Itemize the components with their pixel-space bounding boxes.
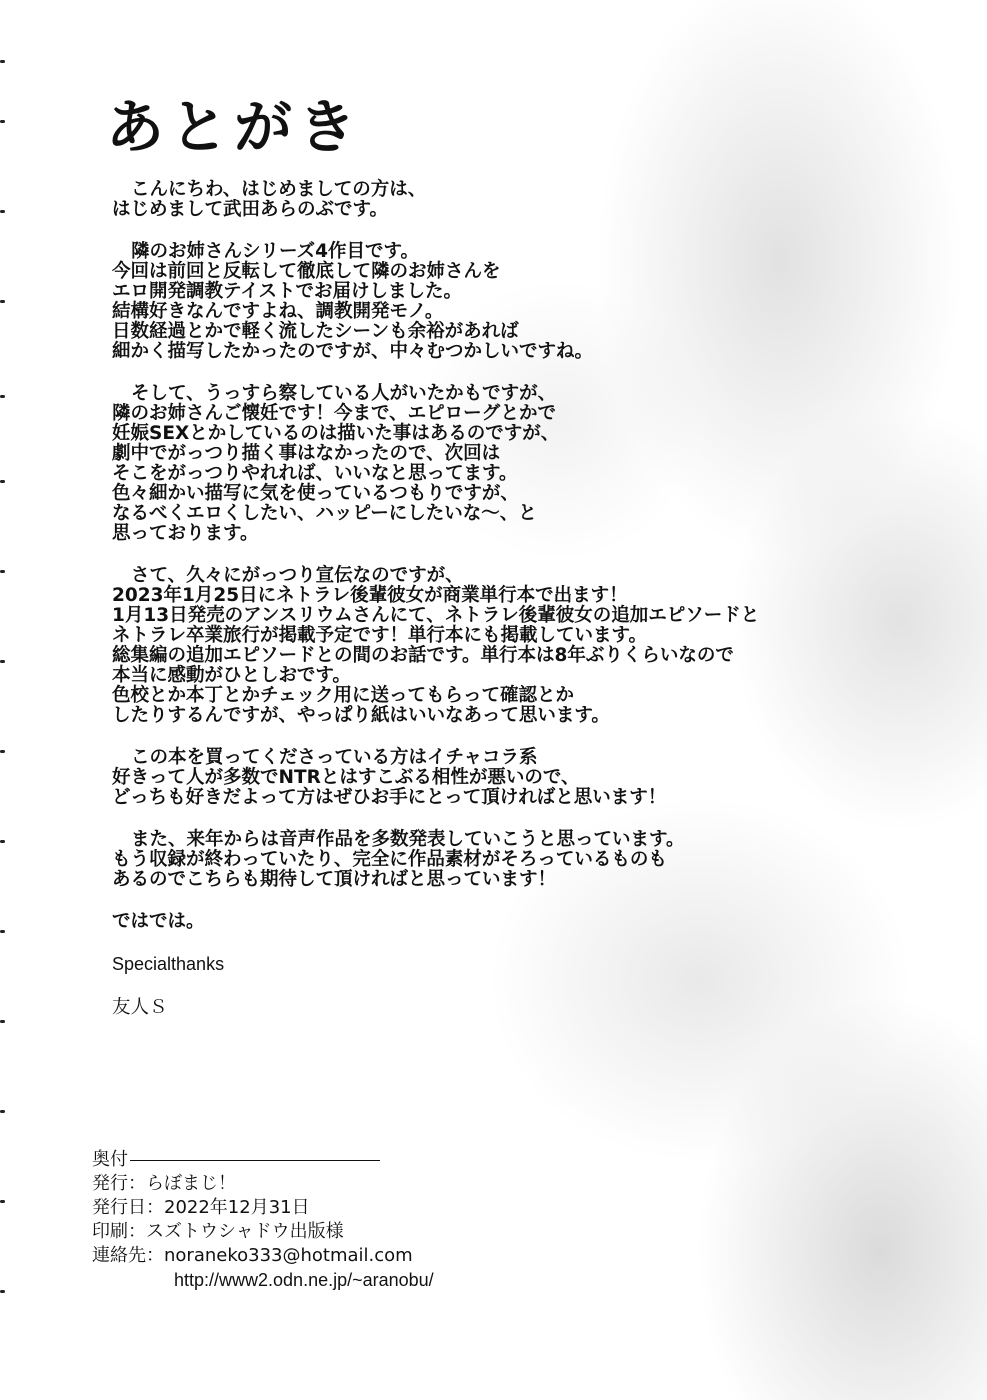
- page-title: あとがき: [106, 93, 363, 161]
- text-line: 日数経過とかで軽く流したシーンも余裕があれば: [112, 321, 519, 342]
- colophon-url: http://www2.odn.ne.jp/~aranobu/: [174, 1270, 434, 1290]
- text-line: そこをがっつりやれれば、いいなと思ってます。: [112, 463, 518, 484]
- text-line: 色々細かい描写に気を使っているつもりですが、: [112, 483, 519, 504]
- text-line: そして、うっすら察している人がいたかもですが、: [131, 383, 557, 404]
- text-line: 色校とか本丁とかチェック用に送ってもらって確認とか: [112, 685, 574, 706]
- text-line: 思っております。: [112, 523, 259, 544]
- text-line: もう収録が終わっていたり、完全に作品素材がそろっているものも: [112, 849, 667, 870]
- colophon-printer: 印刷：スズトウシャドウ出版様: [92, 1221, 344, 1242]
- text-line: あるのでこちらも期待して頂ければと思っています！: [112, 869, 557, 890]
- text-line: ネトラレ卒業旅行が掲載予定です！単行本にも掲載しています。: [112, 625, 648, 646]
- afterword-body: [112, 180, 932, 1018]
- colophon: [92, 1148, 434, 1292]
- text-line: はじめまして武田あらのぶです。: [112, 199, 389, 220]
- text-line: 1月13日発売のアンスリウムさんにて、ネトラレ後輩彼女の追加エピソードと: [112, 605, 760, 626]
- text-line: どっちも好きだよって方はぜひお手にとって頂ければと思います！: [112, 787, 667, 808]
- text-line: なるべくエロくしたい、ハッピーにしたいな～、と: [112, 503, 537, 524]
- text-line: したりするんですが、やっぱり紙はいいなあって思います。: [112, 705, 610, 726]
- colophon-publisher: 発行：らぼまじ！: [92, 1173, 236, 1194]
- colophon-rule: [130, 1160, 380, 1161]
- paragraph-audio-works: [112, 830, 932, 890]
- paragraph-readers: [112, 748, 932, 808]
- text-line: さて、久々にがっつり宣伝なのですが、: [131, 565, 464, 586]
- text-line: 2023年1月25日にネトラレ後輩彼女が商業単行本で出ます！: [112, 585, 628, 606]
- text-line: この本を買ってくださっている方はイチャコラ系: [131, 747, 538, 768]
- text-line: 劇中でがっつり描く事はなかったので、次回は: [112, 443, 501, 464]
- text-line: 本当に感動がひとしおです。: [112, 665, 351, 686]
- colophon-heading: 奥付: [92, 1149, 128, 1170]
- paragraph-pregnancy: [112, 384, 932, 544]
- paragraph-promotion: [112, 566, 932, 726]
- text-line: 総集編の追加エピソードとの間のお話です。単行本は8年ぶりくらいなので: [112, 645, 734, 666]
- text-line: 好きって人が多数でNTRとはすこぶる相性が悪いので、: [112, 767, 580, 788]
- text-line: エロ開発調教テイストでお届けしました。: [112, 281, 463, 302]
- text-line: 結構好きなんですよね、調教開発モノ。: [112, 301, 444, 322]
- text-line: 隣のお姉さんシリーズ4作目です。: [131, 241, 419, 262]
- text-line: 細かく描写したかったのですが、中々むつかしいですね。: [112, 341, 594, 362]
- colophon-heading-row: [92, 1148, 434, 1172]
- paragraph-series: [112, 242, 932, 362]
- text-line: 今回は前回と反転して徹底して隣のお姉さんを: [112, 261, 501, 282]
- text-line: 隣のお姉さんご懐妊です！今まで、エピローグとかで: [112, 403, 557, 424]
- text-line: 妊娠SEXとかしているのは描いた事はあるのですが、: [112, 423, 560, 444]
- paragraph-greeting: [112, 180, 932, 220]
- colophon-date: 発行日：2022年12月31日: [92, 1197, 310, 1218]
- special-thanks-name: 友人Ｓ: [112, 997, 168, 1018]
- closing-line: ではでは。: [112, 911, 205, 932]
- colophon-contact: 連絡先：noraneko333@hotmail.com: [92, 1245, 413, 1266]
- text-line: また、来年からは音声作品を多数発表していこうと思っています。: [131, 829, 685, 850]
- binding-edge-marks: [0, 0, 6, 1400]
- text-line: こんにちわ、はじめましての方は、: [131, 179, 427, 200]
- special-thanks-heading: Specialthanks: [112, 954, 225, 974]
